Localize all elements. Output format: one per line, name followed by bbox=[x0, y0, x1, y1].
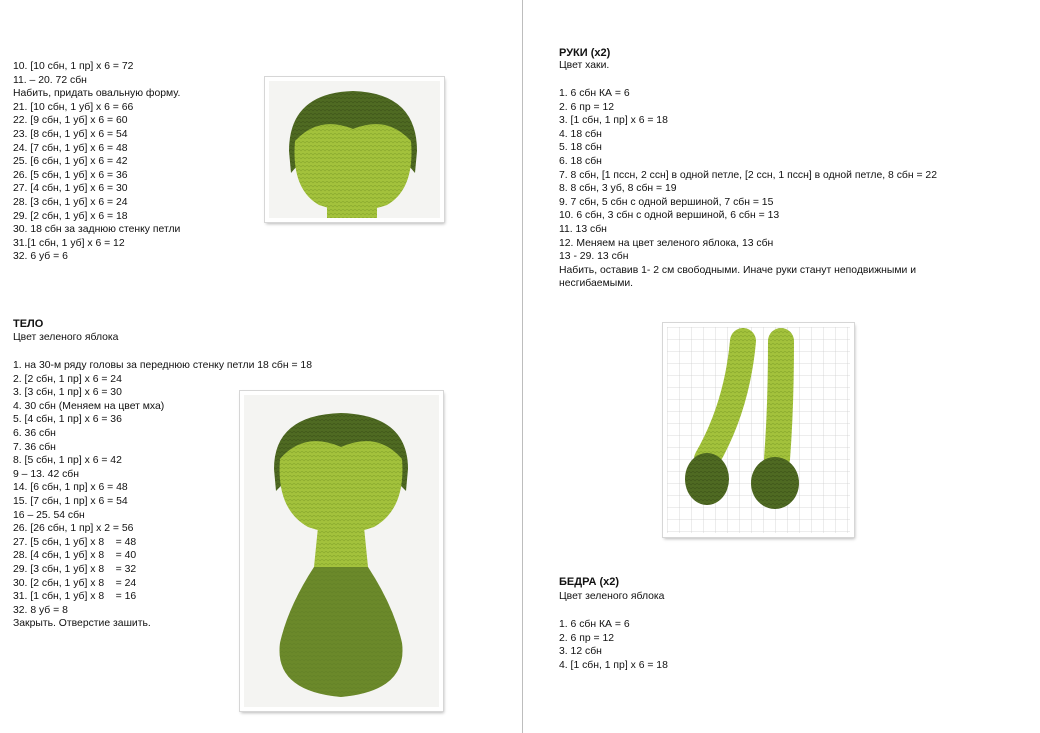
pattern-row: 3. [3 сбн, 1 пр] х 6 = 30 bbox=[13, 387, 122, 399]
pattern-row: 5. [4 сбн, 1 пр] х 6 = 36 bbox=[13, 414, 122, 426]
arms-photo bbox=[663, 323, 854, 537]
pattern-row: 27. [4 сбн, 1 уб] х 6 = 30 bbox=[13, 183, 128, 195]
pattern-row: 29. [3 сбн, 1 уб] х 8 = 32 bbox=[13, 563, 137, 575]
pattern-row: 2. [2 сбн, 1 пр] х 6 = 24 bbox=[13, 373, 122, 385]
pattern-row: 14. [6 сбн, 1 пр] х 6 = 48 bbox=[13, 482, 128, 494]
pattern-row: 11. 13 сбн bbox=[559, 223, 607, 235]
pattern-row: 32. 6 уб = 6 bbox=[13, 251, 68, 263]
pattern-row: 6. 18 сбн bbox=[559, 155, 602, 167]
crochet-arms-image bbox=[667, 327, 850, 533]
pattern-row: 10. 6 сбн, 3 сбн с одной вершиной, 6 сбн = 13 bbox=[559, 210, 780, 222]
pattern-row: 1. 6 сбн КА = 6 bbox=[559, 619, 630, 630]
pattern-row: 31. [1 сбн, 1 уб] х 8 = 16 bbox=[13, 591, 137, 603]
pattern-row: 3. 12 сбн bbox=[559, 646, 602, 658]
body-photo bbox=[240, 391, 443, 711]
pattern-row: 1. на 30-м ряду головы за переднюю стенку петли 18 сбн = 18 bbox=[13, 360, 312, 371]
pattern-row: Закрыть. Отверстие зашить. bbox=[13, 618, 151, 630]
thighs-pattern-rows bbox=[559, 618, 668, 672]
crochet-body-image bbox=[244, 395, 439, 707]
pattern-row: 9. 7 сбн, 5 сбн с одной вершиной, 7 сбн = 15 bbox=[559, 196, 774, 208]
pattern-row: 2. 6 пр = 12 bbox=[559, 101, 615, 113]
arms-section-title: РУКИ (х2) bbox=[559, 47, 611, 59]
arms-section-color: Цвет хаки. bbox=[559, 60, 610, 71]
pattern-row: 12. Меняем на цвет зеленого яблока, 13 сбн bbox=[559, 237, 774, 249]
pattern-row: 21. [10 сбн, 1 уб] х 6 = 66 bbox=[13, 101, 134, 113]
pattern-row: 3. [1 сбн, 1 пр] х 6 = 18 bbox=[559, 115, 668, 127]
pattern-row: 5. 18 сбн bbox=[559, 142, 602, 154]
pattern-row: 28. [4 сбн, 1 уб] х 8 = 40 bbox=[13, 550, 137, 562]
pattern-row: 28. [3 сбн, 1 уб] х 6 = 24 bbox=[13, 196, 128, 208]
pattern-row: Набить, оставив 1- 2 см свободными. Иначе руки станут неподвижными и bbox=[559, 264, 916, 276]
page-divider bbox=[522, 0, 523, 733]
pattern-row: 7. 36 сбн bbox=[13, 441, 56, 453]
pattern-row: 27. [5 сбн, 1 уб] х 8 = 48 bbox=[13, 536, 137, 548]
pattern-row: несгибаемыми. bbox=[559, 278, 634, 290]
pattern-row: Набить, придать овальную форму. bbox=[13, 88, 181, 100]
thighs-section-color: Цвет зеленого яблока bbox=[559, 591, 665, 602]
pattern-row: 25. [6 сбн, 1 уб] х 6 = 42 bbox=[13, 156, 128, 168]
pattern-row: 2. 6 пр = 12 bbox=[559, 632, 615, 644]
pattern-row: 30. [2 сбн, 1 уб] х 8 = 24 bbox=[13, 577, 137, 589]
pattern-row: 15. [7 сбн, 1 пр] х 6 = 54 bbox=[13, 495, 128, 507]
pattern-row: 22. [9 сбн, 1 уб] х 6 = 60 bbox=[13, 115, 128, 127]
body-section-title: ТЕЛО bbox=[13, 318, 44, 330]
pattern-row: 10. [10 сбн, 1 пр] х 6 = 72 bbox=[13, 61, 134, 72]
pattern-row: 26. [5 сбн, 1 уб] х 6 = 36 bbox=[13, 169, 128, 181]
pattern-row: 31.[1 сбн, 1 уб] х 6 = 12 bbox=[13, 237, 125, 249]
pattern-row: 4. 30 сбн (Меняем на цвет мха) bbox=[13, 400, 165, 412]
pattern-row: 23. [8 сбн, 1 уб] х 6 = 54 bbox=[13, 128, 128, 140]
body-section-color: Цвет зеленого яблока bbox=[13, 332, 119, 343]
pattern-row: 29. [2 сбн, 1 уб] х 6 = 18 bbox=[13, 210, 128, 222]
pattern-row: 7. 8 сбн, [1 пссн, 2 ссн] в одной петле, [2 ссн, 1 пссн] в одной петле, 8 сбн = 22 bbox=[559, 169, 937, 181]
pattern-row: 1. 6 сбн КА = 6 bbox=[559, 88, 630, 99]
pattern-row: 9 – 13. 42 сбн bbox=[13, 468, 79, 480]
head-photo bbox=[265, 77, 444, 222]
crochet-head-image bbox=[269, 81, 440, 218]
arms-pattern-rows bbox=[559, 87, 937, 291]
pattern-row: 8. 8 сбн, 3 уб, 8 сбн = 19 bbox=[559, 183, 677, 195]
pattern-row: 16 – 25. 54 сбн bbox=[13, 509, 85, 521]
pattern-row: 4. [1 сбн, 1 пр] х 6 = 18 bbox=[559, 659, 668, 671]
pattern-row: 30. 18 сбн за заднюю стенку петли bbox=[13, 224, 181, 236]
pattern-row: 26. [26 сбн, 1 пр] х 2 = 56 bbox=[13, 523, 134, 535]
pattern-row: 24. [7 сбн, 1 уб] х 6 = 48 bbox=[13, 142, 128, 154]
thighs-section-title: БЕДРА (х2) bbox=[559, 576, 620, 588]
head-pattern-rows bbox=[13, 60, 180, 264]
pattern-row: 32. 8 уб = 8 bbox=[13, 604, 68, 616]
pattern-row: 6. 36 сбн bbox=[13, 427, 56, 439]
pattern-row: 11. – 20. 72 сбн bbox=[13, 74, 87, 86]
pattern-row: 4. 18 сбн bbox=[559, 128, 602, 140]
pattern-row: 13 - 29. 13 сбн bbox=[559, 251, 629, 263]
right-page bbox=[525, 0, 1040, 733]
pattern-row: 8. [5 сбн, 1 пр] х 6 = 42 bbox=[13, 455, 122, 467]
